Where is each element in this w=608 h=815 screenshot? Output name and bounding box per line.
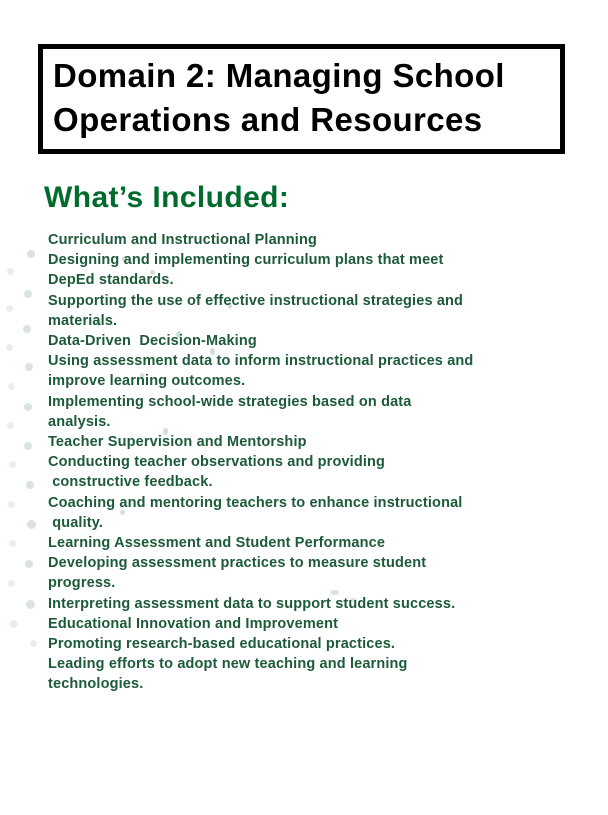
list-line: Developing assessment practices to measure student (48, 555, 427, 572)
list-line-topic: Learning Assessment and Student Performance (48, 535, 386, 552)
speckle-dot (24, 442, 32, 450)
speckle-dot (9, 461, 16, 468)
speckle-dot (7, 268, 14, 275)
list-line: Designing and implementing curriculum plans that meet (48, 252, 444, 269)
list-line: progress. (48, 575, 116, 592)
speckle-dot (24, 290, 32, 298)
speckle-dot (25, 560, 33, 568)
speckle-dot (24, 403, 32, 411)
list-line: analysis. (48, 413, 111, 430)
speckle-dot (7, 422, 14, 429)
list-line: Coaching and mentoring teachers to enhance instructional (48, 494, 463, 511)
list-line: improve learning outcomes. (48, 373, 246, 390)
speckle-dot (8, 580, 15, 587)
included-list (48, 230, 548, 695)
speckle-dot (6, 344, 13, 351)
list-line: Using assessment data to inform instructional practices and (48, 353, 474, 370)
speckle-dot (26, 481, 34, 489)
speckle-dot (23, 325, 31, 333)
list-line: Promoting research-based educational practices. (48, 636, 396, 653)
speckle-dot (6, 305, 13, 312)
list-line: technologies. (48, 676, 144, 693)
list-line: materials. (48, 312, 118, 329)
speckle-dot (26, 600, 35, 609)
speckle-dot (10, 620, 18, 628)
speckle-dot (27, 250, 35, 258)
speckle-dot (9, 540, 16, 547)
list-line: Implementing school-wide strategies based on data (48, 393, 412, 410)
speckle-dot (30, 640, 37, 647)
section-heading: What’s Included: (44, 181, 290, 214)
list-line: constructive feedback. (48, 474, 213, 491)
speckle-dot (25, 363, 33, 371)
title-box (38, 44, 565, 154)
list-line-topic: Teacher Supervision and Mentorship (48, 434, 307, 451)
speckle-dot (8, 383, 15, 390)
list-line-topic: Educational Innovation and Improvement (48, 615, 339, 632)
list-line-topic: Curriculum and Instructional Planning (48, 232, 317, 248)
page-title: Domain 2: Managing School Operations and Resources (53, 57, 505, 138)
list-line: Conducting teacher observations and providing (48, 454, 386, 471)
list-line: DepEd standards. (48, 272, 174, 289)
list-line-topic: Data-Driven Decision-Making (48, 333, 257, 350)
list-line: Leading efforts to adopt new teaching and learning (48, 656, 408, 673)
list-line: Supporting the use of effective instructional strategies and (48, 292, 464, 309)
speckle-dot (8, 501, 15, 508)
list-line: quality. (48, 514, 104, 531)
list-line: Interpreting assessment data to support student success. (48, 595, 456, 612)
speckle-dot (27, 520, 36, 529)
